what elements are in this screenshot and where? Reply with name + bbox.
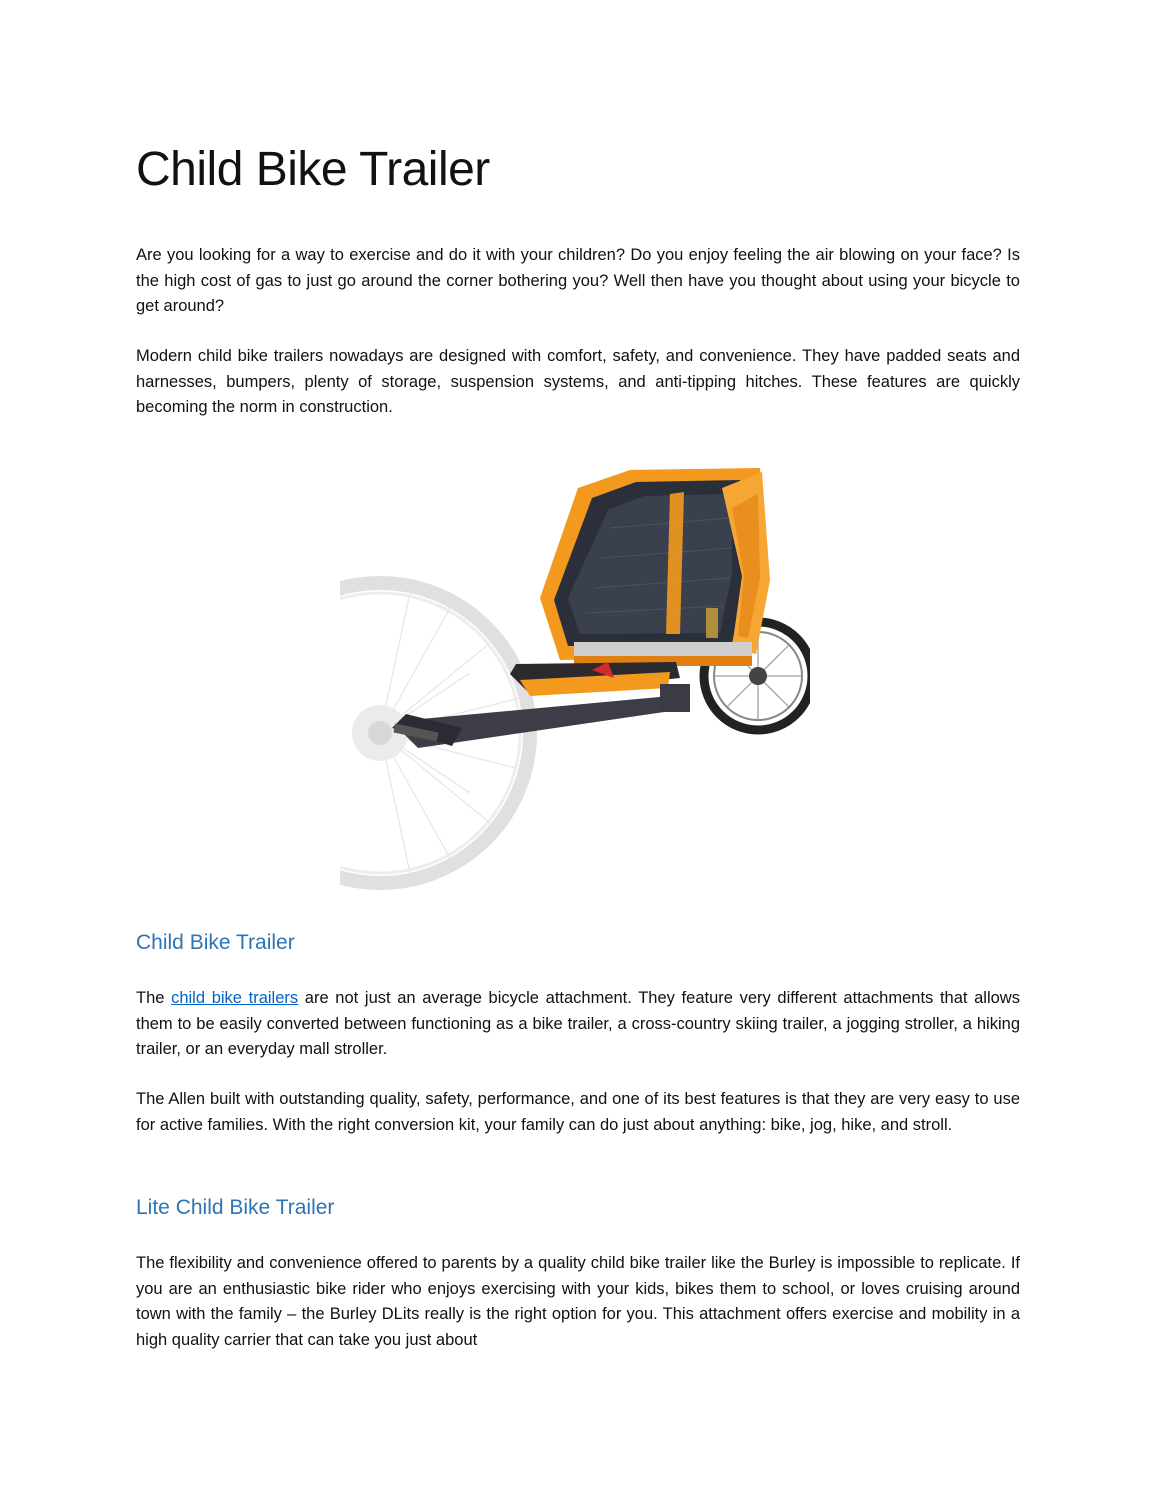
document-title: Child Bike Trailer: [136, 143, 490, 196]
intro-paragraph-1: Are you looking for a way to exercise and do it with your children? Do you enjoy feeling the air blowing on your face? Is the high cost of gas to just go around the corner bothering you? Well then have you thought about using your bicycle to get around?: [136, 246, 1020, 315]
section-heading-child-bike-trailer: Child Bike Trailer: [136, 931, 295, 954]
section-1-paragraph-2: The Allen built with outstanding quality, safety, performance, and one of its best features is that they are very easy to use for active families. With the right conversion kit, your family can do just about anything: bike, jog, hike, and stroll.: [136, 1090, 1020, 1134]
section-2-paragraph-1: The flexibility and convenience offered to parents by a quality child bike trailer like the Burley is impossible to replicate. If you are an enthusiastic bike rider who enjoys exercising with your kids, bikes them to school, or loves cruising around town with the family – the Burley DLits really is the right option for you. This attachment offers exercise and mobility in a high quality carrier that can take you just about: [136, 1254, 1020, 1349]
section-1-paragraph-1: [136, 986, 1020, 1063]
bike-trailer-illustration: [340, 448, 810, 896]
intro-paragraph-2: Modern child bike trailers nowadays are designed with comfort, safety, and convenience. They have padded seats and harnesses, bumpers, plenty of storage, suspension systems, and anti-tipping hitches. These features are quickly becoming the norm in construction.: [136, 347, 1020, 416]
section-heading-lite-child-bike-trailer: Lite Child Bike Trailer: [136, 1196, 335, 1219]
paragraph-text: The: [136, 989, 172, 1007]
bike-trailer-photo: [340, 448, 810, 896]
child-bike-trailers-link[interactable]: child bike trailers: [171, 989, 299, 1007]
paragraph-text: are not just an average bicycle attachment. They feature very different attachments that allows them to be easily converted between functioning as a bike trailer, a cross-country skiing trailer, a jogging stroller, a hiking trailer, or an everyday mall stroller.: [136, 989, 1020, 1058]
